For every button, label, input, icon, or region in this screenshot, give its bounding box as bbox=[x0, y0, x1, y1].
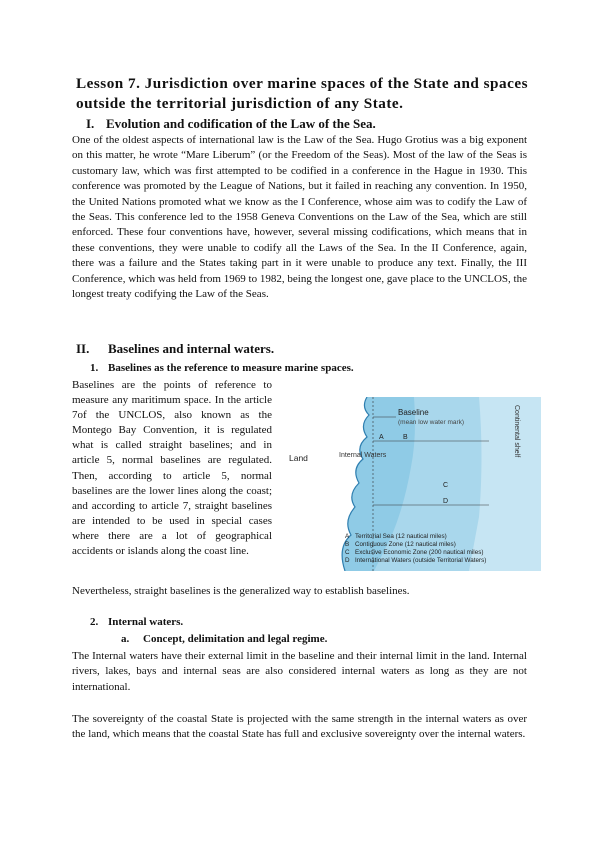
maritime-zones-diagram bbox=[279, 397, 541, 571]
baselines-continuation: Nevertheless, straight baselines is the generalized way to establish baselines. bbox=[72, 585, 410, 597]
zone-d-marker: D bbox=[443, 498, 449, 505]
legend-text-b: Contiguous Zone (12 nautical miles) bbox=[355, 541, 456, 548]
section-1-number: I. bbox=[86, 116, 95, 131]
legend-letter-c: C bbox=[345, 549, 350, 556]
lesson-title: Lesson 7. Jurisdiction over marine spaces of the State and spaces outside the territorial jurisdiction of any State. bbox=[76, 75, 528, 112]
section-1-paragraph: One of the oldest aspects of international law is the Law of the Sea. Hugo Grotius was a big exponent on this matter, he wrote “Mare Liberum” (or the Freedom of the Seas). Most of the law of the Seas is customary law, which was first attempted to be codified in a conference in the Hague in 1930. This conference was promoted by the League of Nations, but it failed in reaching any convention. In 1950, the United Nations promoted what we know as the I Conference, whose aim was to codify the Law of the Seas. This conference led to the 1958 Geneva Conventions on the Law of the Sea, which are still enforced. These four conventions have, however, several missing codifications, which means that in these conventions, they were unable to codify all the Laws of the Sea. In the II Conference, again, there was a failure and the States taking part in it were unable to produce any text. Finally, the III Conference, which was held from 1969 to 1982, being the longest one, gave place to the UNCLOS, the longest treaty codifying the Law of the Seas. bbox=[72, 134, 527, 301]
section-2-heading bbox=[76, 341, 274, 357]
legend-text-d: International Waters (outside Territorial Waters) bbox=[355, 557, 487, 564]
subsection-2-number: 2. bbox=[90, 616, 99, 628]
section-1-heading bbox=[76, 116, 376, 132]
subsection-1-heading bbox=[90, 361, 354, 376]
subsection-1-title: Baselines as the reference to measure marine spaces. bbox=[108, 362, 354, 374]
subsection-2a-heading bbox=[121, 632, 327, 647]
section-2-title: Baselines and internal waters. bbox=[108, 341, 275, 356]
legend-letter-d: D bbox=[345, 557, 350, 564]
subsection-2-heading bbox=[90, 615, 183, 630]
subsection-2a-letter: a. bbox=[121, 633, 130, 645]
land-label: Land bbox=[289, 453, 308, 463]
internal-waters-label: Internal Waters bbox=[339, 452, 387, 459]
baselines-paragraph: Baselines are the points of reference to measure any maritimum space. In the article 7of the UNCLOS, also known as the Montego Bay Convention, it is regulated what is called straight baselines; and in article 5, normal baselines are regulated. Then, according to article 5, normal baselines are the lower lines along the coast; and according to article 7, straight baselines are intended to be used in special cases where there are a lot of geographical accidents or islands along the coast line. bbox=[72, 379, 272, 558]
legend-letter-b: B bbox=[345, 541, 350, 548]
section-2-number: II. bbox=[76, 341, 90, 356]
subsection-2a-title: Concept, delimitation and legal regime. bbox=[143, 633, 328, 645]
baseline-label: Baseline bbox=[398, 408, 429, 417]
legend-letter-a: A bbox=[345, 533, 350, 540]
subsection-1-number: 1. bbox=[90, 362, 99, 374]
legend-text-a: Territorial Sea (12 nautical miles) bbox=[355, 533, 447, 540]
sovereignty-paragraph: The sovereignty of the coastal State is projected with the same strength in the internal waters as over the land, which means that the coastal State has full and exclusive sovereignty over the internal waters. bbox=[72, 713, 527, 741]
maritime-zones-figure bbox=[279, 397, 541, 571]
subsection-2-title: Internal waters. bbox=[108, 616, 184, 628]
section-1-title: Evolution and codification of the Law of the Sea. bbox=[106, 116, 376, 131]
zone-b-marker: B bbox=[403, 434, 408, 441]
zone-a-marker: A bbox=[379, 434, 384, 441]
baseline-sublabel: (mean low water mark) bbox=[398, 419, 465, 426]
internal-waters-paragraph: The Internal waters have their external limit in the baseline and their internal limit in the land. Internal rivers, lakes, bays and internal seas are also considered internal waters as long as they are not international. bbox=[72, 650, 527, 693]
legend-text-c: Exclusive Economic Zone (200 nautical miles) bbox=[355, 549, 484, 556]
continental-shelf-label: Continental shelf bbox=[513, 405, 520, 458]
zone-c-marker: C bbox=[443, 482, 449, 489]
